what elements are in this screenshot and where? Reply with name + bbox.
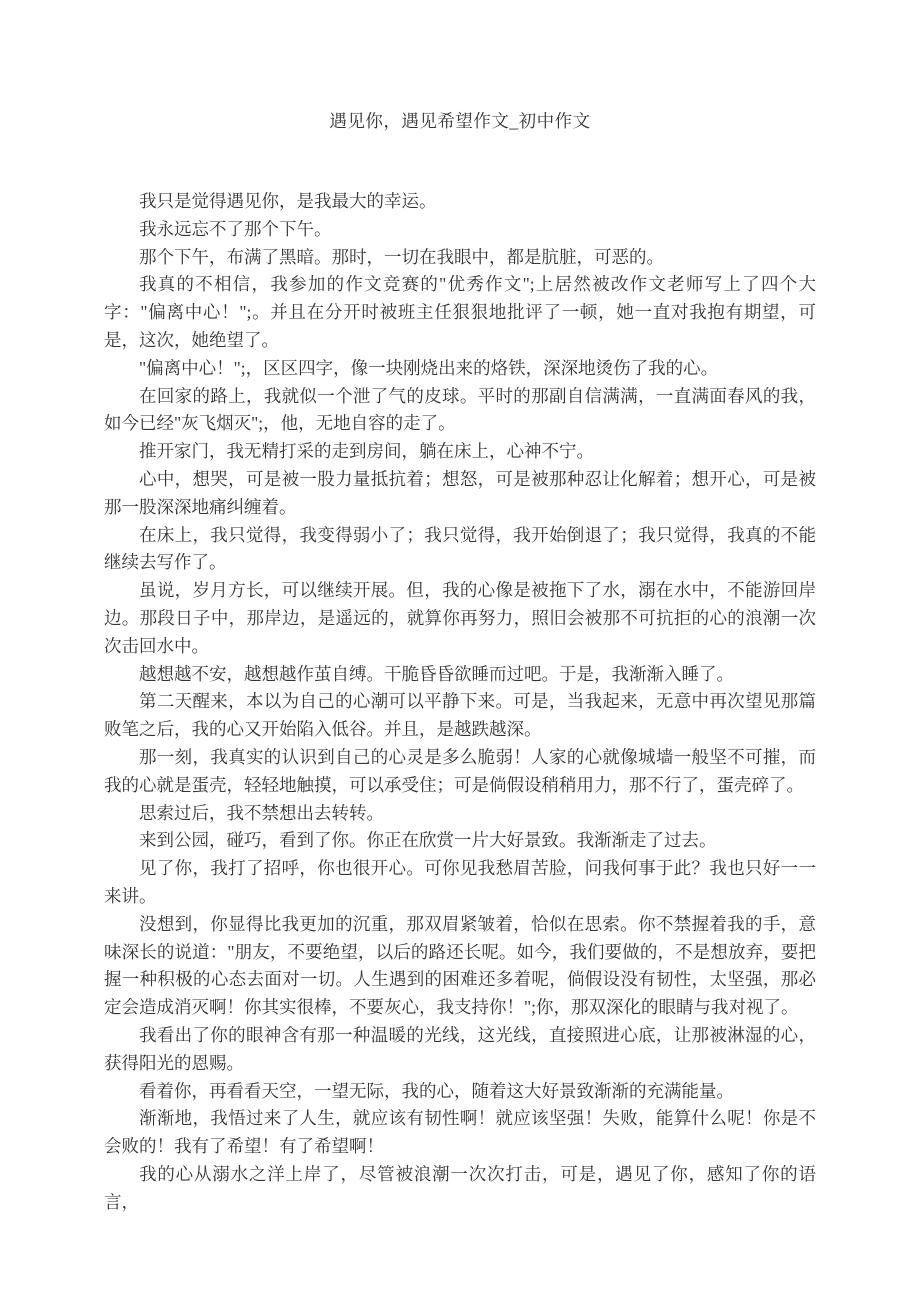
essay-paragraph: 虽说，岁月方长，可以继续开展。但，我的心像是被拖下了水，溺在水中，不能游回岸边。那段日子中，那岸边，是遥远的，就算你再努力，照旧会被那不可抗拒的心的浪潮一次次击回水中。 [104,580,816,656]
essay-paragraph: 来到公园，碰巧，看到了你。你正在欣赏一片大好景致。我渐渐走了过去。 [139,830,717,851]
essay-paragraph: 渐渐地，我悟过来了人生，就应该有韧性啊！就应该坚强！失败，能算什么呢！你是不会败的！我有了希望！有了希望啊！ [104,1108,816,1157]
essay-paragraph: 我的心从溺水之洋上岸了，尽管被浪潮一次次打击，可是，遇见了你，感知了你的语言， [104,1163,816,1212]
essay-paragraph: 我永远忘不了那个下午。 [139,218,332,239]
essay-paragraph: "偏离中心！";，区区四字，像一块刚烧出来的烙铁，深深地烫伤了我的心。 [139,357,719,378]
essay-paragraph: 我只是觉得遇见你，是我最大的幸运。 [139,191,437,211]
essay-paragraph: 心中，想哭，可是被一股力量抵抗着；想怒，可是被那种忍让化解着；想开心，可是被那一股深深地痛纠缠着。 [104,468,816,517]
essay-paragraph: 那个下午，布满了黑暗。那时，一切在我眼中，都是肮脏，可恶的。 [139,246,664,267]
essay-paragraph: 见了你，我打了招呼，你也很开心。可你见我愁眉苦脸，问我何事于此？我也只好一一来讲。 [104,858,816,906]
essay-paragraph: 第二天醒来，本以为自己的心潮可以平静下来。可是，当我起来，无意中再次望见那篇败笔之后，我的心又开始陷入低谷。并且，是越跌越深。 [104,691,816,740]
essay-paragraph: 那一刻，我真实的认识到自己的心灵是多么脆弱！人家的心就像城墙一般坚不可摧，而我的心就是蛋壳，轻轻地触摸，可以承受住；可是倘假设稍稍用力，那不行了，蛋壳碎了。 [104,746,816,795]
essay-paragraph: 没想到，你显得比我更加的沉重，那双眉紧皱着，恰似在思索。你不禁握着我的手，意味深长的说道："朋友，不要绝望，以后的路还长呢。如今，我们要做的，不是想放弃，要把握一种积极的心态去面对一切。人生遇到的困难还多着呢，倘假设没有韧性，太坚强，那必定会造成消灭啊！你其实很棒，不要灰心，我支持你！";你，那双深化的眼睛与我对视了。 [104,913,816,1018]
essay-paragraph: 思索过后，我不禁想出去转转。 [139,802,384,823]
essay-paragraph: 我看出了你的眼神含有那一种温暖的光线，这光线，直接照进心底，让那被淋湿的心，获得阳光的恩赐。 [104,1024,816,1073]
essay-paragraph: 在回家的路上，我就似一个泄了气的皮球。平时的那副自信满满，一直满面春风的我，如今已经"灰飞烟灭";，他，无地自容的走了。 [104,385,816,434]
essay-paragraph: 越想越不安，越想越作茧自缚。干脆昏昏欲睡而过吧。于是，我渐渐入睡了。 [139,663,734,684]
essay-paragraph: 推开家门，我无精打采的走到房间，躺在床上，心神不宁。 [139,441,594,462]
essay-paragraph: 看着你，再看看天空，一望无际，我的心，随着这大好景致渐渐的充满能量。 [139,1080,734,1101]
essay-body [104,188,816,1216]
essay-paragraph: 我真的不相信，我参加的作文竞赛的"优秀作文";上居然被改作文老师写上了四个大字："偏离中心！";。并且在分开时被班主任狠狠地批评了一顿，她一直对我抱有期望，可是，这次，她绝望了。 [104,274,816,350]
essay-paragraph: 在床上，我只觉得，我变得弱小了；我只觉得，我开始倒退了；我只觉得，我真的不能继续去写作了。 [104,524,816,573]
page-title: 遇见你，遇见希望作文_初中作文 [329,111,591,131]
